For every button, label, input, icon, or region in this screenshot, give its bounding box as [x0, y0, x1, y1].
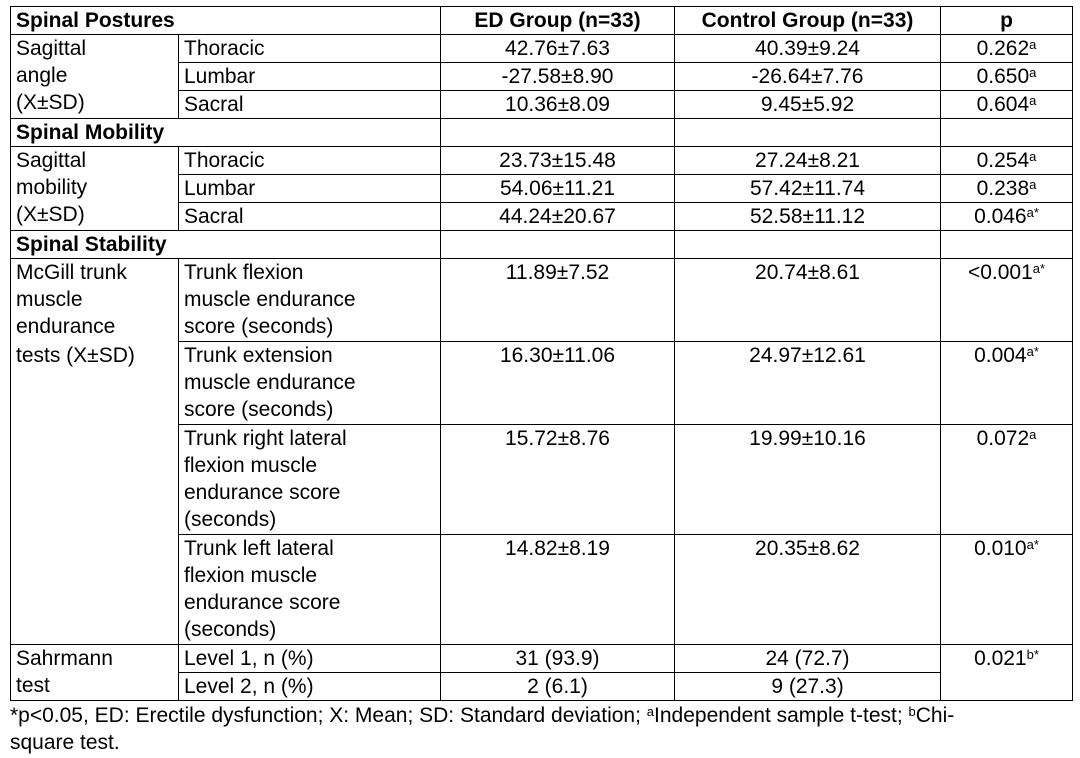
- control-value: 57.42±11.74: [675, 175, 941, 203]
- row-label: Level 2, n (%): [179, 673, 441, 701]
- control-value: 20.35±8.62: [675, 535, 941, 645]
- group-sahrmann: Sahrmann test: [11, 645, 179, 701]
- table-row: [11, 535, 1073, 645]
- ed-value: 44.24±20.67: [441, 203, 675, 231]
- control-value: 52.58±11.12: [675, 203, 941, 231]
- ed-value: 14.82±8.19: [441, 535, 675, 645]
- row-label: Lumbar: [179, 175, 441, 203]
- header-spinal-postures: Spinal Postures: [11, 7, 441, 35]
- row-label: Trunk right lateral flexion muscle endurance score (seconds): [179, 425, 441, 535]
- table-row: [11, 425, 1073, 535]
- row-label: Trunk extension muscle endurance score (seconds): [179, 342, 441, 425]
- control-value: 9 (27.3): [675, 673, 941, 701]
- control-value: 40.39±9.24: [675, 35, 941, 63]
- p-value: 0.604$^a$: [941, 91, 1073, 119]
- ed-value: 11.89±7.52: [441, 259, 675, 342]
- section-spinal-stability: Spinal Stability: [11, 231, 441, 259]
- ed-value: 2 (6.1): [441, 673, 675, 701]
- group-mcgill-cont: tests (X±SD): [11, 342, 179, 425]
- header-control-group: Control Group (n=33): [675, 7, 941, 35]
- p-value: 0.238$^a$: [941, 175, 1073, 203]
- table-row: [11, 259, 1073, 342]
- header-p: p: [941, 7, 1073, 35]
- p-value: 0.072$^a$: [941, 425, 1073, 535]
- ed-value: 31 (93.9): [441, 645, 675, 673]
- table-row: [11, 342, 1073, 425]
- ed-value: 42.76±7.63: [441, 35, 675, 63]
- table-row: [11, 147, 1073, 175]
- table-row: [11, 35, 1073, 63]
- ed-value: 15.72±8.76: [441, 425, 675, 535]
- control-value: 27.24±8.21: [675, 147, 941, 175]
- ed-value: 16.30±11.06: [441, 342, 675, 425]
- section-row: [11, 231, 1073, 259]
- table-row: [11, 645, 1073, 673]
- row-label: Thoracic: [179, 35, 441, 63]
- section-spinal-mobility: Spinal Mobility: [11, 119, 441, 147]
- ed-value: 10.36±8.09: [441, 91, 675, 119]
- row-label: Trunk flexion muscle endurance score (seconds): [179, 259, 441, 342]
- row-label: Sacral: [179, 203, 441, 231]
- p-value: $0.046^{a*}$: [941, 203, 1073, 231]
- group-sagittal-angle: Sagittal angle (X±SD): [11, 35, 179, 119]
- header-row: [11, 7, 1073, 35]
- header-ed-group: ED Group (n=33): [441, 7, 675, 35]
- p-value: $0.004^{a*}$: [941, 342, 1073, 425]
- control-value: 19.99±10.16: [675, 425, 941, 535]
- ed-value: 23.73±15.48: [441, 147, 675, 175]
- control-value: 20.74±8.61: [675, 259, 941, 342]
- row-label: Thoracic: [179, 147, 441, 175]
- results-table: [10, 6, 1073, 701]
- p-value: 0.254$^a$: [941, 147, 1073, 175]
- p-value: $0.021^{b*}$: [941, 645, 1073, 701]
- p-value: 0.262$^a$: [941, 35, 1073, 63]
- row-label: Trunk left lateral flexion muscle endurance score (seconds): [179, 535, 441, 645]
- control-value: 9.45±5.92: [675, 91, 941, 119]
- table-footnote: *p<0.05, ED: Erectile dysfunction; X: Mean; SD: Standard deviation; $^a$Independent sample t-test; $^b$Chi- square test.: [10, 704, 955, 754]
- ed-value: 54.06±11.21: [441, 175, 675, 203]
- control-value: 24 (72.7): [675, 645, 941, 673]
- group-sagittal-mobility: Sagittal mobility (X±SD): [11, 147, 179, 231]
- p-value: $<0.001^{a*}$: [941, 259, 1073, 342]
- ed-value: -27.58±8.90: [441, 63, 675, 91]
- p-value: 0.650$^a$: [941, 63, 1073, 91]
- control-value: 24.97±12.61: [675, 342, 941, 425]
- control-value: -26.64±7.76: [675, 63, 941, 91]
- p-value: $0.010^{a*}$: [941, 535, 1073, 645]
- group-mcgill: McGill trunk muscle endurance: [11, 259, 179, 342]
- section-row: [11, 119, 1073, 147]
- row-label: Lumbar: [179, 63, 441, 91]
- row-label: Level 1, n (%): [179, 645, 441, 673]
- row-label: Sacral: [179, 91, 441, 119]
